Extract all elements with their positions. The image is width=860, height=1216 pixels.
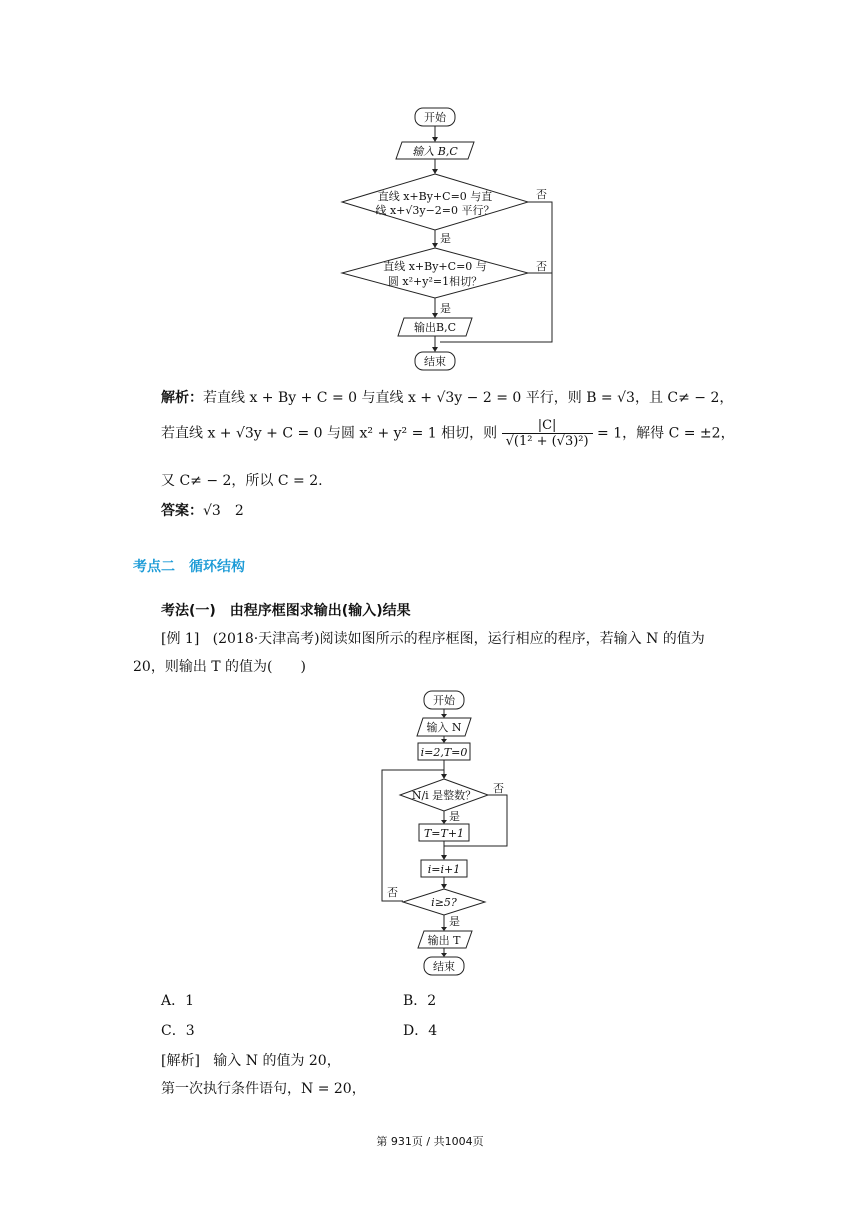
cond1-no-label: 否 [536,188,547,201]
analysis-text-2-pre: 若直线 x + √3y + C = 0 与圆 x² + y² = 1 相切，则 [161,425,498,442]
option-d[interactable] [403,1020,437,1040]
page-footer: 第 931页 / 共1004页 [376,1135,484,1148]
option-a-value: 1 [185,993,195,1009]
divisible-condition-label: N/i 是整数？ [411,789,477,802]
option-d-value: 4 [428,1023,438,1039]
flowchart-parallel-tangent [0,0,860,380]
option-a[interactable] [161,990,194,1010]
loop-input-label: 输入 N [426,721,462,734]
answer-value: √3 2 [203,503,244,519]
option-b-value: 2 [427,993,437,1009]
cond1-yes-label: 是 [440,232,451,245]
loop-end-label: 结束 [433,960,455,973]
option-b[interactable] [403,990,436,1010]
analysis-text-1: 若直线 x + By + C = 0 与直线 x + √3y − 2 = 0 平行，则 B = √3，且 C≠ − 2， [203,390,734,406]
tangent-condition [342,248,528,298]
analysis-line-1 [161,387,733,407]
answer-label: 答案： [161,503,203,519]
loop-cond2-yes-label: 是 [449,915,460,928]
loop-output-label: 输出 T [427,934,461,947]
option-c-letter: C． [161,1023,186,1039]
example-line-2: 20，则输出 T 的值为( ) [133,659,306,675]
cond2-line1: 直线 x+By+C=0 与 [383,260,487,273]
start-label: 开始 [424,111,446,124]
option-a-letter: A． [161,993,186,1009]
cond2-no-label: 否 [536,260,547,273]
loop-cond1-no-label: 否 [493,782,504,795]
solution-line-2: 第一次执行条件语句，N = 20， [161,1081,366,1097]
cond2-line2: 圆 x²+y²=1相切？ [387,275,483,288]
option-d-letter: D． [403,1023,429,1039]
output-label: 输出B,C [414,321,456,334]
cond1-line1: 直线 x+By+C=0 与直 [377,190,493,203]
cond2-yes-label: 是 [440,302,451,315]
solution-text-1: 输入 N 的值为 20， [213,1053,341,1069]
option-b-letter: B． [403,993,428,1009]
increment-t-label: T=T+1 [423,827,465,840]
solution-line-1 [161,1050,341,1070]
fraction-numerator: |C| [502,418,593,434]
fraction-denominator: √(1² + (√3)²) [505,434,589,449]
option-c[interactable] [161,1020,195,1040]
loop-cond2-no-label: 否 [387,886,398,899]
counter-condition-label: i≥5? [431,896,457,909]
loop-init-label: i=2,T=0 [420,746,468,759]
example-text-1: 阅读如图所示的程序框图，运行相应的程序，若输入 N 的值为 [319,631,705,647]
cond1-line2: 线 x+√3y−2=0 平行？ [375,204,495,217]
tangent-fraction [502,418,593,449]
example-tag: [例 1] [161,631,200,647]
example-line-1 [161,628,705,648]
analysis-label: 解析： [161,390,203,406]
end-label: 结束 [424,355,446,368]
method-heading: 考法(一) 由程序框图求输出(输入)结果 [161,603,411,619]
input-label: 输入 B,C [412,145,458,158]
loop-cond1-yes-label: 是 [449,810,460,823]
loop-start-label: 开始 [433,694,455,707]
solution-label: [解析] [161,1053,200,1069]
increment-i-label: i=i+1 [427,863,461,876]
analysis-text-2-post: = 1，解得 C = ±2， [597,425,735,442]
analysis-line-2 [161,418,735,449]
option-c-value: 3 [185,1023,195,1039]
answer-line [161,500,244,520]
flowchart-loop [0,680,860,980]
section-heading: 考点二 循环结构 [133,559,245,575]
example-source: (2018·天津高考) [212,631,320,647]
analysis-line-3: 又 C≠ − 2，所以 C = 2. [161,473,323,489]
